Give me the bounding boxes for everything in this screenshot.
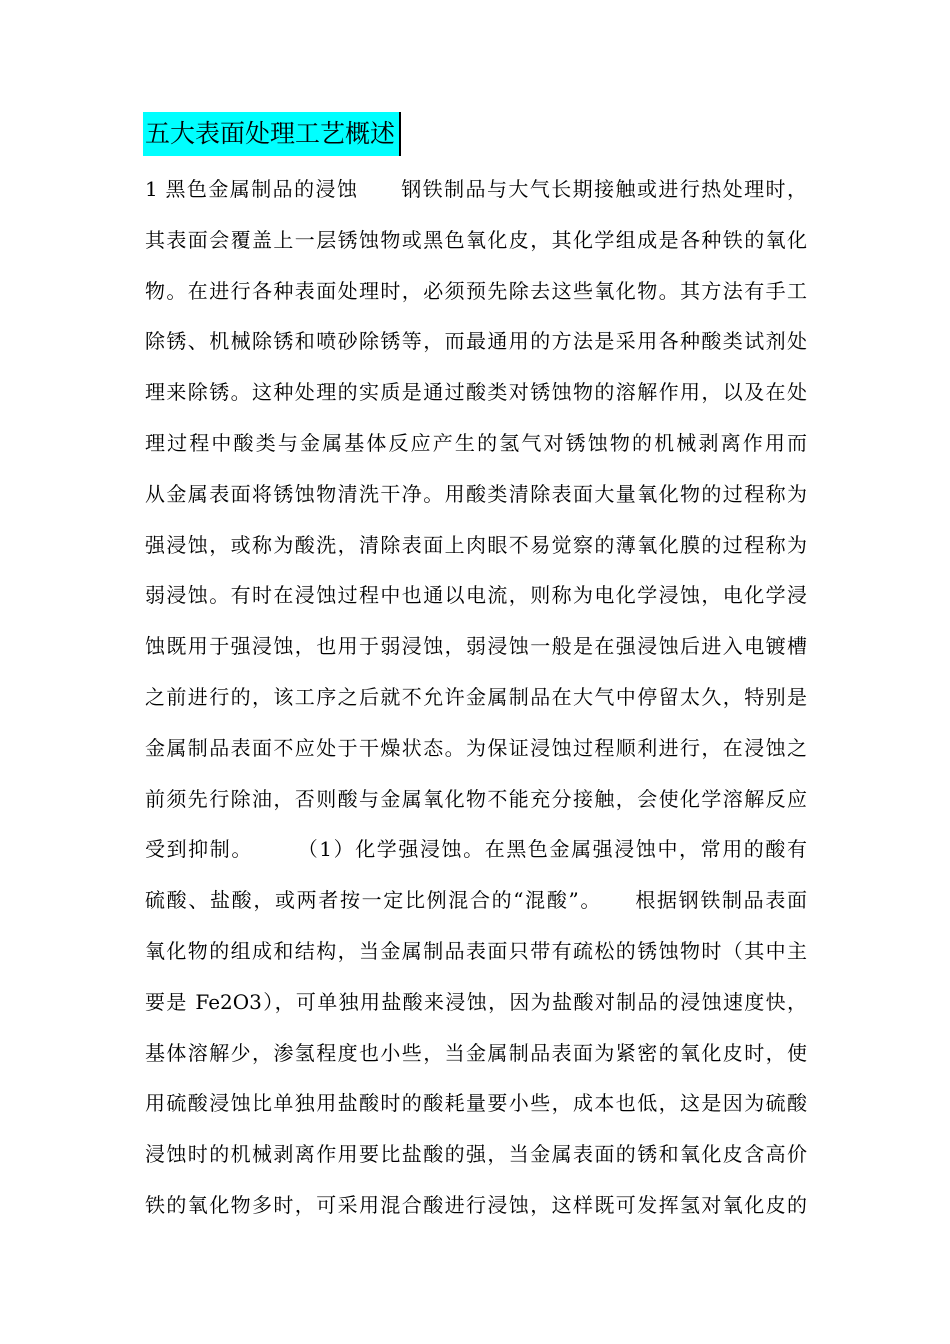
text-line: 硫酸、盐酸，或两者按一定比例混合的“混酸”。 根据钢铁制品表面 — [145, 888, 807, 913]
text-line: 用硫酸浸蚀比单独用盐酸时的酸耗量要小些，成本也低，这是因为硫酸 — [145, 1091, 807, 1116]
text-line: 1 黑色金属制品的浸蚀 钢铁制品与大气长期接触或进行热处理时， — [145, 177, 807, 201]
text-line: 浸蚀时的机械剥离作用要比盐酸的强，当金属表面的锈和氧化皮含高价 — [145, 1142, 807, 1167]
text-line: 之前进行的，该工序之后就不允许金属制品在大气中停留太久，特别是 — [145, 684, 807, 709]
text-line: 物。在进行各种表面处理时，必须预先除去这些氧化物。其方法有手工 — [145, 278, 807, 303]
text-line: 蚀既用于强浸蚀，也用于弱浸蚀，弱浸蚀一般是在强浸蚀后进入电镀槽 — [145, 634, 807, 659]
text-line: 铁的氧化物多时，可采用混合酸进行浸蚀，这样既可发挥氢对氧化皮的 — [145, 1192, 807, 1217]
text-line: 要是 Fe2O3），可单独用盐酸来浸蚀，因为盐酸对制品的浸蚀速度快， — [145, 989, 807, 1014]
text-line: 弱浸蚀。有时在浸蚀过程中也通以电流，则称为电化学浸蚀，电化学浸 — [145, 583, 807, 608]
document-title: 五大表面处理工艺概述 — [143, 112, 401, 156]
document-body — [145, 164, 807, 1231]
text-line: 其表面会覆盖上一层锈蚀物或黑色氧化皮，其化学组成是各种铁的氧化 — [145, 227, 807, 252]
text-line: 基体溶解少，渗氢程度也小些，当金属制品表面为紧密的氧化皮时，使 — [145, 1040, 807, 1065]
text-line: 氧化物的组成和结构，当金属制品表面只带有疏松的锈蚀物时（其中主 — [145, 938, 807, 963]
text-line: 强浸蚀，或称为酸洗，清除表面上肉眼不易觉察的薄氧化膜的过程称为 — [145, 532, 807, 557]
text-line: 从金属表面将锈蚀物清洗干净。用酸类清除表面大量氧化物的过程称为 — [145, 481, 807, 506]
text-line: 前须先行除油，否则酸与金属氧化物不能充分接触，会使化学溶解反应 — [145, 786, 807, 811]
text-line: 理过程中酸类与金属基体反应产生的氢气对锈蚀物的机械剥离作用而 — [145, 430, 807, 455]
text-line: 受到抑制。 （1）化学强浸蚀。在黑色金属强浸蚀中，常用的酸有 — [145, 837, 807, 862]
text-line: 金属制品表面不应处于干燥状态。为保证浸蚀过程顺利进行，在浸蚀之 — [145, 735, 807, 760]
text-line: 理来除锈。这种处理的实质是通过酸类对锈蚀物的溶解作用，以及在处 — [145, 380, 807, 405]
text-line: 除锈、机械除锈和喷砂除锈等，而最通用的方法是采用各种酸类试剂处 — [145, 329, 807, 354]
